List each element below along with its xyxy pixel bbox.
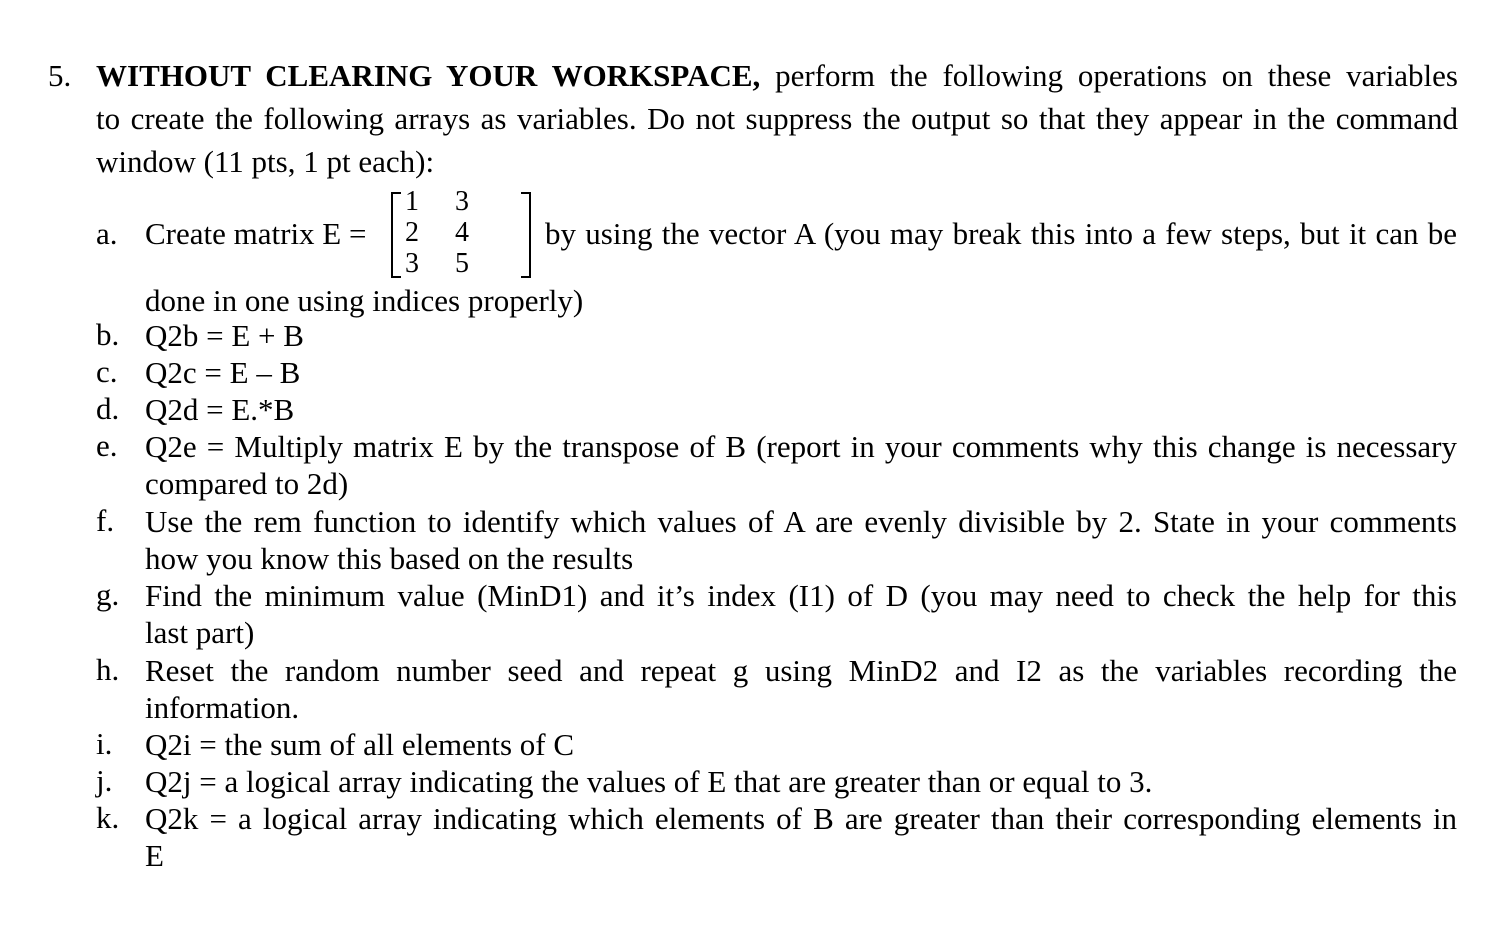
matrix-cell: 5 <box>455 248 469 279</box>
item-text-line: how you know this based on the results <box>145 541 634 576</box>
item-label: j. <box>96 763 113 798</box>
matrix-cell: 2 <box>405 217 419 248</box>
item-text-line: Q2e = Multiply matrix E by the transpose of B (report in your comments why this change is necessary <box>145 429 1457 464</box>
matrix-cell: 3 <box>405 248 419 279</box>
item-a-continuation: done in one using indices properly) <box>145 283 584 318</box>
matrix-left-bracket <box>391 192 401 278</box>
intro-bold-text: WITHOUT CLEARING YOUR WORKSPACE, <box>96 58 761 93</box>
item-label: d. <box>96 391 120 426</box>
matrix-e <box>391 186 531 280</box>
item-text-line: Q2j = a logical array indicating the values of E that are greater than or equal to 3. <box>145 764 1153 799</box>
item-label: c. <box>96 354 118 389</box>
item-label: h. <box>96 652 120 687</box>
intro-line-2: to create the following arrays as variables. Do not suppress the output so that they appear in the command <box>96 101 1458 136</box>
item-text-line: compared to 2d) <box>145 466 349 501</box>
item-text-line: Find the minimum value (MinD1) and it’s index (I1) of D (you may need to check the help for this <box>145 578 1457 613</box>
item-label: a. <box>96 216 118 251</box>
matrix-right-bracket <box>521 192 531 278</box>
item-text-line: Q2d = E.*B <box>145 392 295 427</box>
intro-line-1-rest: perform the following operations on these variables <box>775 58 1458 93</box>
matrix-cell: 4 <box>455 217 469 248</box>
item-text-line: Use the rem function to identify which values of A are evenly divisible by 2. State in your comments <box>145 504 1457 539</box>
item-label: k. <box>96 800 120 835</box>
question-number: 5. <box>48 58 72 93</box>
intro-line-1 <box>96 54 1458 97</box>
item-text-line: last part) <box>145 615 255 650</box>
item-label: e. <box>96 428 118 463</box>
item-text-line: Reset the random number seed and repeat g using MinD2 and I2 as the variables recording the <box>145 653 1457 688</box>
item-text-line: E <box>145 838 164 873</box>
item-text-line: Q2c = E – B <box>145 355 301 390</box>
item-a-post: by using the vector A (you may break this into a few steps, but it can be <box>545 216 1457 251</box>
intro-line-3: window (11 pts, 1 pt each): <box>96 144 435 179</box>
item-label: g. <box>96 577 120 612</box>
item-text-line: Q2i = the sum of all elements of C <box>145 727 575 762</box>
item-label: b. <box>96 317 120 352</box>
item-label: i. <box>96 726 113 761</box>
question-intro <box>96 54 1458 183</box>
item-a <box>96 186 1458 316</box>
matrix-cell: 3 <box>455 186 469 217</box>
item-text-line: Q2k = a logical array indicating which elements of B are greater than their corresponding elements in <box>145 801 1457 836</box>
matrix-cell: 1 <box>405 186 419 217</box>
item-label: f. <box>96 503 115 538</box>
item-text-line: Q2b = E + B <box>145 318 304 353</box>
item-text-line: information. <box>145 690 300 725</box>
item-a-pre: Create matrix E = <box>145 216 367 251</box>
item-a-row <box>145 186 1457 280</box>
